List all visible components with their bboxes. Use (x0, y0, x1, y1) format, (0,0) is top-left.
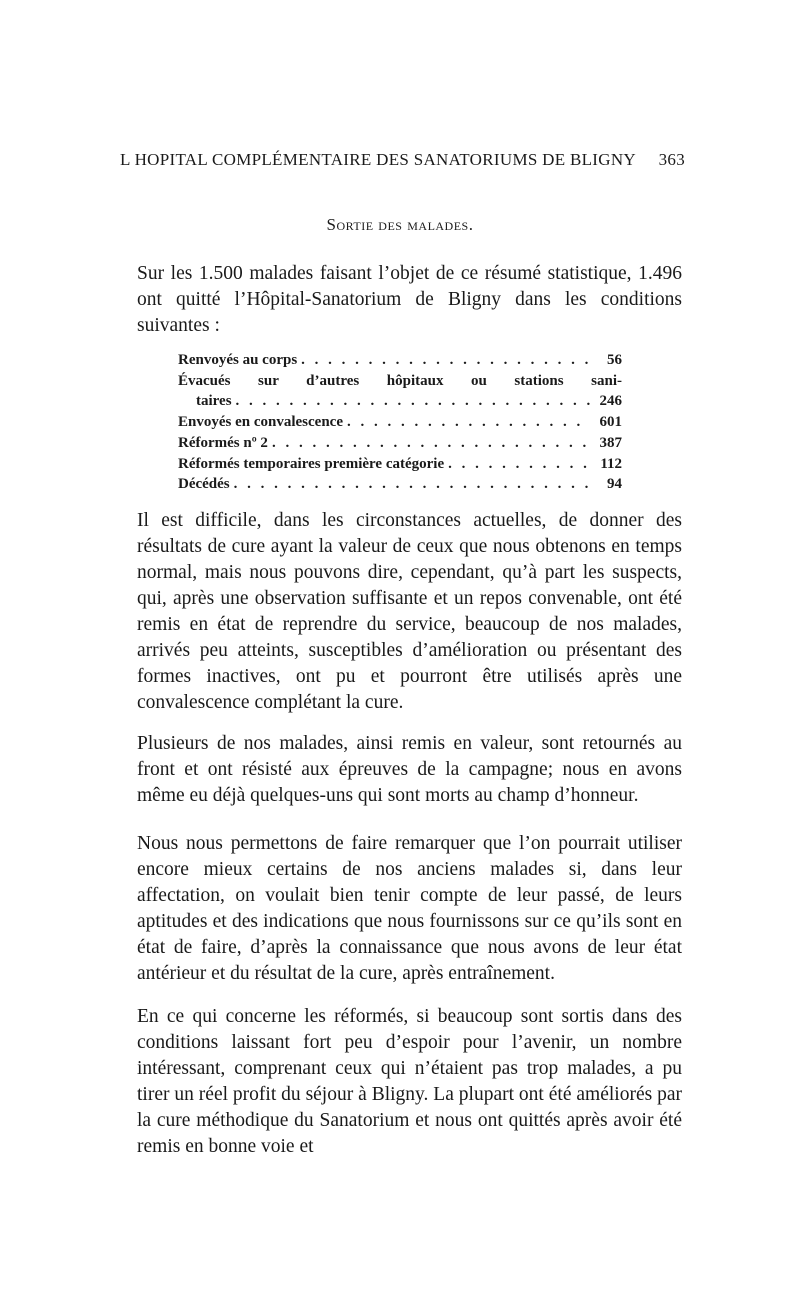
body-paragraph: En ce qui concerne les réformés, si beaucoup sont sortis dans des conditions laissant fort peu d’espoir pour l’avenir, un nombre intéressant, comprenant ceux qui n’étaient pas trop malades, a pu tirer un réel profit du séjour à Bligny. La plupart ont été améliorés par la cure méthodique du Sanatorium et nous ont quittés après avoir été remis en bonne voie et (137, 1006, 682, 1157)
running-title: L HOPITAL COMPLÉMENTAIRE DES SANATORIUMS DE BLIGNY (120, 150, 636, 169)
page-number: 363 (658, 150, 685, 169)
list-item: Évacués sur d’autres hôpitaux ou stations sani- (178, 372, 622, 389)
list-item: taires . . . 246 (178, 391, 622, 412)
running-header (120, 150, 685, 170)
body-paragraph: Il est difficile, dans les circonstances actuelles, de donner des résultats de cure ayant la valeur de ceux que nous obtenons en temps normal, mais nous pouvons dire, cependant, qu’à part les suspects, qui, après une observation suffisante et un repos convenable, ont été remis en état de reprendre du service, beaucoup de nos malades, arrivés peu atteints, susceptibles d’amélioration ou présentant des formes inactives, ont pu et pourront être utilisés après une convalescence complétant la cure. (137, 510, 682, 713)
list-item: Réformés temporaires première catégorie . . . 112 (178, 454, 622, 475)
list-item: Réformés nº 2 . . . 387 (178, 433, 622, 454)
list-item: Envoyés en convalescence . . . 601 (178, 412, 622, 433)
list-item: Décédés . . . 94 (178, 474, 622, 495)
body-paragraph: Plusieurs de nos malades, ainsi remis en valeur, sont retournés au front et ont résisté aux épreuves de la campagne; nous en avons même eu déjà quelques-uns qui sont morts au champ d’honneur. (137, 733, 682, 806)
list-item: Renvoyés au corps . . . 56 (178, 350, 622, 371)
section-title: Sortie des malades. (326, 215, 474, 234)
body-paragraph: Nous nous permettons de faire remarquer que l’on pourrait utiliser encore mieux certains de nos anciens malades si, dans leur affectation, on voulait bien tenir compte de leur passé, de leurs aptitudes et des indications que nous fournissons sur ce qu’ils sont en état de faire, d’après la connaissance que nous avons de leur état antérieur et du résultat de la cure, après entraînement. (137, 833, 682, 984)
discharge-list (178, 350, 622, 495)
intro-paragraph: Sur les 1.500 malades faisant l’objet de ce résumé statistique, 1.496 ont quitté l’Hôpital-Sanatorium de Bligny dans les conditions suivantes : (137, 263, 682, 336)
